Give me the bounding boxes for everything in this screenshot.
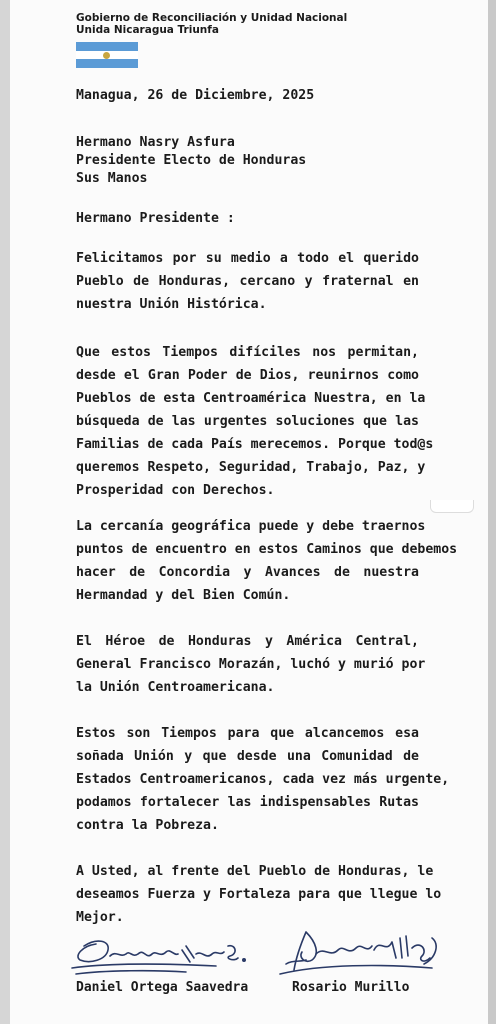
p2-line: búsqueda de las urgentes soluciones que las xyxy=(76,414,419,429)
recipient-manos: Sus Manos xyxy=(76,171,148,186)
p3-line: puntos de encuentro en estos Caminos que debemos xyxy=(76,542,458,557)
signatory-left-name: Daniel Ortega Saavedra xyxy=(76,980,249,995)
recipient-title: Presidente Electo de Honduras xyxy=(76,153,307,168)
letterhead-line-2: Unida Nicaragua Triunfa xyxy=(76,24,219,36)
left-edge xyxy=(0,0,10,1024)
p2-line: Pueblos de esta Centroamérica Nuestra, en la xyxy=(76,391,426,406)
p4-line: General Francisco Morazán, luchó y murió por xyxy=(76,657,426,672)
signature-left-icon xyxy=(66,932,256,980)
p2-line: desde el Gran Poder de Dios, reunirnos como xyxy=(76,368,419,383)
p5-line: Estos son Tiempos para que alcancemos esa xyxy=(76,726,419,741)
p4-line: la Unión Centroamericana. xyxy=(76,680,275,695)
letter-date: Managua, 26 de Diciembre, 2025 xyxy=(76,88,315,103)
p5-line: contra la Pobreza. xyxy=(76,818,219,833)
p1-line: Pueblo de Honduras, cercano y fraternal en xyxy=(76,274,419,289)
p3-line: hacer de Concordia y Avances de nuestra xyxy=(76,565,419,580)
p6-line: A Usted, al frente del Pueblo de Honduras, le xyxy=(76,864,434,879)
p4-line: El Héroe de Honduras y América Central, xyxy=(76,634,419,649)
p1-line: nuestra Unión Histórica. xyxy=(76,297,267,312)
salutation: Hermano Presidente : xyxy=(76,211,235,226)
p2-line: Familias de cada País merecemos. Porque tod@s xyxy=(76,437,434,452)
scroll-tab xyxy=(430,500,474,513)
right-edge xyxy=(488,0,496,1024)
p6-line: deseamos Fuerza y Fortaleza para que llegue lo xyxy=(76,887,442,902)
p5-line: soñada Unión y que desde una Comunidad de xyxy=(76,749,419,764)
signature-right-icon xyxy=(272,924,444,984)
p2-line: queremos Respeto, Seguridad, Trabajo, Paz, y xyxy=(76,460,426,475)
p3-line: Hermandad y del Bien Común. xyxy=(76,588,291,603)
p5-line: podamos fortalecer las indispensables Rutas xyxy=(76,795,419,810)
p2-line: Prosperidad con Derechos. xyxy=(76,483,275,498)
p1-line: Felicitamos por su medio a todo el querido xyxy=(76,251,419,266)
letterhead-line-1: Gobierno de Reconciliación y Unidad Nacional xyxy=(76,12,348,24)
recipient-name: Hermano Nasry Asfura xyxy=(76,135,235,150)
flag-emblem-icon xyxy=(103,52,110,59)
p5-line: Estados Centroamericanos, cada vez más urgente, xyxy=(76,772,450,787)
letterhead xyxy=(76,12,347,36)
signatory-right-name: Rosario Murillo xyxy=(292,980,410,995)
p3-line: La cercanía geográfica puede y debe traernos xyxy=(76,519,426,534)
nicaragua-flag-icon xyxy=(76,42,138,68)
p2-line: Que estos Tiempos difíciles nos permitan, xyxy=(76,345,419,360)
p6-line: Mejor. xyxy=(76,910,124,925)
